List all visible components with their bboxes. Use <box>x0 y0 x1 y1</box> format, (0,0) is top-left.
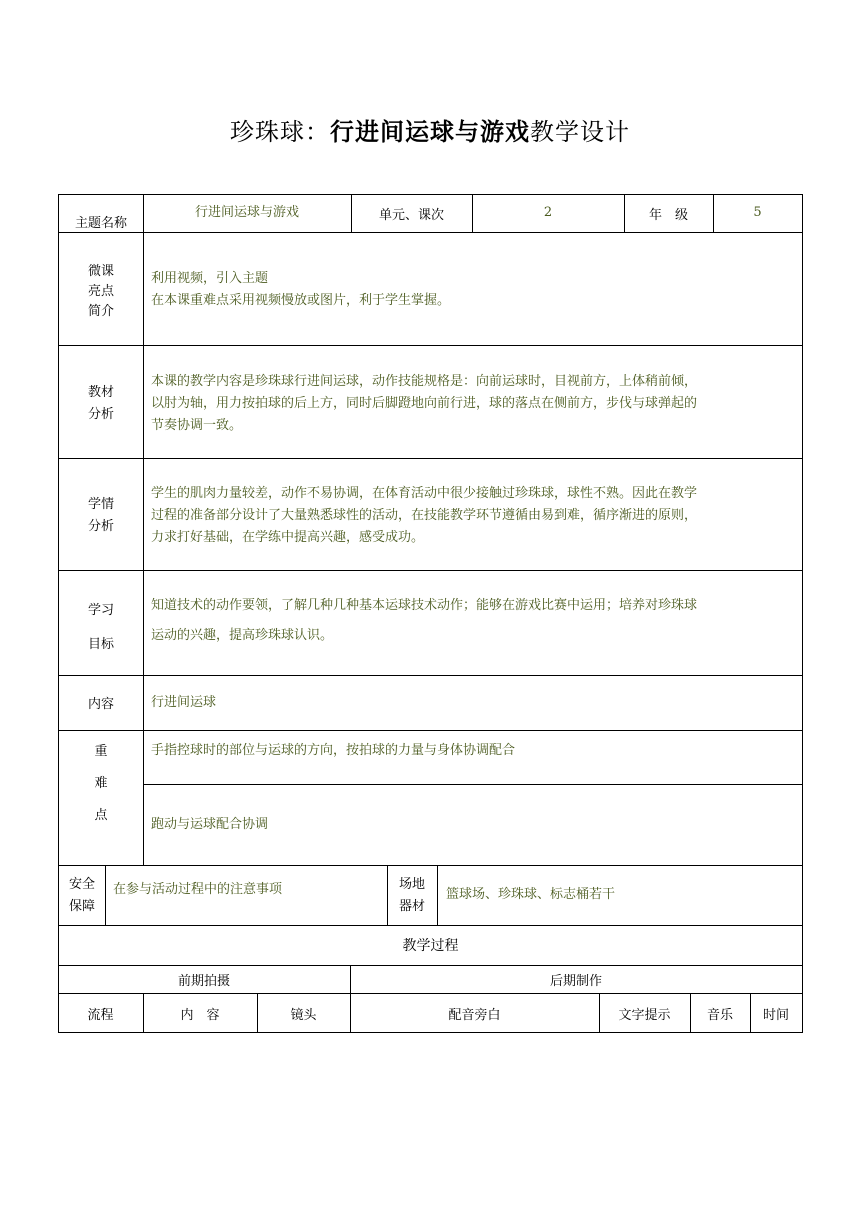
difficult-point-value: 跑动与运球配合协调 <box>151 816 269 832</box>
header-shot: 镜头 <box>290 1007 317 1023</box>
material-text: 本课的教学内容是珍珠球行进间运球，动作技能规格是：向前运球时，目视前方，上体稍前倾， 以肘为轴，用力按拍球的后上方，同时后脚蹬地向前行进，球的落点在侧前方，步伐与球弹起的 节奏协调一致。 <box>151 374 698 433</box>
grade-value: 5 <box>753 205 762 220</box>
title-suffix: 教学设计 <box>530 118 630 146</box>
content-value: 行进间运球 <box>151 694 217 710</box>
venue-value: 篮球场、珍珠球、标志桶若干 <box>446 887 616 902</box>
title-topic: 行进间运球与游戏 <box>330 118 530 146</box>
safety-label: 安全 保障 <box>68 877 95 914</box>
header-music: 音乐 <box>706 1007 733 1023</box>
topic-label: 主题名称 <box>74 216 127 231</box>
micro-text: 利用视频，引入主题 在本课重难点采用视频慢放或图片，利于学生掌握。 <box>151 271 451 308</box>
header-narration: 配音旁白 <box>448 1007 501 1023</box>
key-difficult-label: 重 难 点 <box>94 744 108 823</box>
header-text-prompt: 文字提示 <box>618 1007 671 1023</box>
unit-value: 2 <box>543 205 553 220</box>
post-production-label: 后期制作 <box>549 973 602 989</box>
header-flow: 流程 <box>87 1007 114 1023</box>
pre-production-label: 前期拍摄 <box>177 973 230 989</box>
document-title <box>0 112 860 147</box>
content-label: 内容 <box>87 697 114 712</box>
student-label: 学情 分析 <box>87 497 114 534</box>
title-prefix: 珍珠球： <box>230 118 330 146</box>
safety-value: 在参与活动过程中的注意事项 <box>113 882 283 897</box>
grade-label: 年 级 <box>648 207 688 223</box>
header-content: 内 容 <box>180 1007 220 1023</box>
goal-text: 知道技术的动作要领，了解几种几种基本运球技术动作；能够在游戏比赛中运用；培养对珍珠球 运动的兴趣，提高珍珠球认识。 <box>151 598 698 643</box>
goal-label: 学习 目标 <box>87 603 114 652</box>
header-time: 时间 <box>762 1007 789 1023</box>
micro-label: 微课 亮点 简介 <box>87 264 114 319</box>
topic-value: 行进间运球与游戏 <box>194 205 299 220</box>
material-label: 教材 分析 <box>87 385 114 422</box>
venue-label: 场地 器材 <box>398 877 425 914</box>
key-point-value: 手指控球时的部位与运球的方向，按拍球的力量与身体协调配合 <box>151 743 516 758</box>
student-text: 学生的肌肉力量较差，动作不易协调，在体育活动中很少接触过珍珠球，球性不熟。因此在教学 过程的准备部分设计了大量熟悉球性的活动，在技能教学环节遵循由易到难，循序渐进的原则， 力求打好基础，在学练中提高兴趣，感受成功。 <box>151 486 698 545</box>
unit-label: 单元、课次 <box>378 207 444 223</box>
process-title: 教学过程 <box>402 938 459 954</box>
